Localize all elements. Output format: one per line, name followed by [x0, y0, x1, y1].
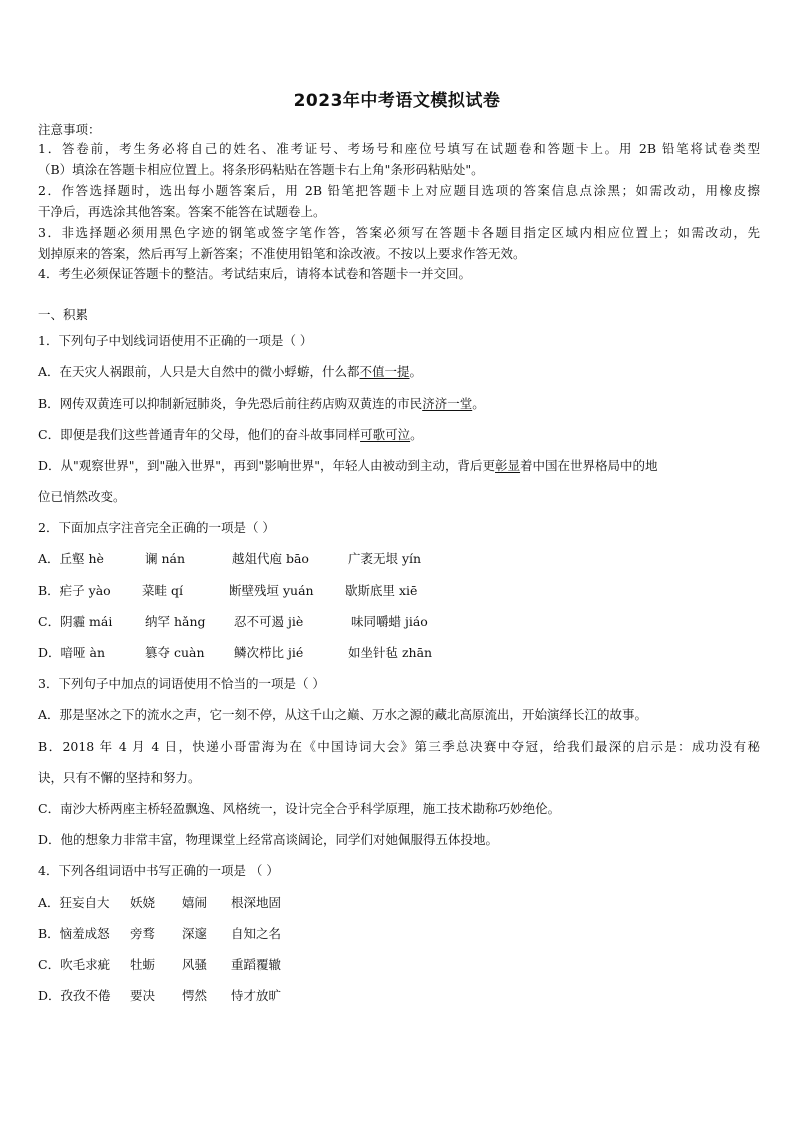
q4-d-item: 愕然	[182, 988, 208, 1003]
option-text: 。	[472, 396, 485, 411]
q3-option-c: C．南沙大桥两座主桥轻盈飘逸、风格统一，设计完全合乎科学原理，施工技术勘称巧妙绝伦。	[38, 801, 561, 816]
notice-line: （B）填涂在答题卡相应位置上。将条形码粘贴在答题卡右上角"条形码粘贴处"。	[38, 162, 484, 177]
q4-a-item: 根深地固	[231, 895, 282, 910]
q3-option-d: D．他的想象力非常丰富，物理课堂上经常高谈阔论，同学们对她佩服得五体投地。	[38, 832, 499, 847]
q1-option-c	[38, 427, 760, 443]
q4-stem: 4．下列各组词语中书写正确的一项是 （ ）	[38, 863, 279, 878]
q4-b-item: 自知之名	[231, 926, 282, 941]
underlined-phrase: 济济一堂	[422, 396, 473, 411]
notice-heading: 注意事项：	[38, 122, 101, 137]
option-text: 着中国在世界格局中的地	[520, 458, 658, 473]
notice-line: 干净后，再选涂其他答案。答案不能答在试题卷上。	[38, 204, 326, 219]
notice-line: 1．答卷前，考生务必将自己的姓名、准考证号、考场号和座位号填写在试题卷和答题卡上。用 2B 铅笔将试卷类型	[38, 141, 760, 156]
q4-a-item: 嬉闹	[182, 895, 208, 910]
notice-line: 2．作答选择题时，选出每小题答案后，用 2B 铅笔把答题卡上对应题目选项的答案信息点涂黑；如需改动，用橡皮擦	[38, 183, 760, 198]
option-text: D．从"观察世界"，到"融入世界"，再到"影响世界"，年轻人由被动到主动，背后更	[38, 458, 496, 473]
q2-a-item: 越俎代庖 bāo	[232, 551, 309, 566]
q1-stem: 1．下列句子中划线词语使用不正确的一项是（ ）	[38, 333, 313, 348]
q2-stem: 2．下面加点字注音完全正确的一项是（ ）	[38, 520, 275, 535]
q1-option-d	[38, 458, 760, 474]
q2-d-item: 鳞次栉比 jié	[234, 645, 304, 660]
q2-a-item: A．丘壑 hè	[38, 551, 104, 566]
q4-d-item: D．孜孜不倦	[38, 988, 111, 1003]
q3-option-b-cont: 诀，只有不懈的坚持和努力。	[38, 770, 201, 785]
q4-b-item: B．恼羞成怒	[38, 926, 110, 941]
q2-d-item: D．喑哑 àn	[38, 645, 105, 660]
q4-b-item: 旁骛	[130, 926, 156, 941]
page-title: 2023年中考语文模拟试卷	[293, 91, 501, 111]
q2-b-item: 歇斯底里 xiē	[345, 583, 418, 598]
q2-c-item: 忍不可遏 jiè	[234, 614, 304, 629]
q3-stem: 3．下列句子中加点的词语使用不恰当的一项是（ ）	[38, 676, 325, 691]
q4-c-item: 重蹈覆辙	[231, 957, 282, 972]
q4-c-item: C．吹毛求疵	[38, 957, 111, 972]
q1-option-a	[38, 364, 760, 380]
q4-d-item: 恃才放旷	[231, 988, 282, 1003]
option-text: C．即便是我们这些普通青年的父母，他们的奋斗故事同样	[38, 427, 361, 442]
q2-a-item: 谰 nán	[145, 551, 186, 566]
section-heading: 一、积累	[38, 307, 89, 322]
underlined-phrase: 不值一提	[359, 364, 410, 379]
q1-option-b	[38, 396, 760, 412]
q2-d-item: 如坐针毡 zhān	[348, 645, 433, 660]
q2-d-item: 篡夺 cuàn	[145, 645, 205, 660]
q2-b-item: 断壁残垣 yuán	[229, 583, 314, 598]
underlined-phrase: 彰显	[495, 458, 521, 473]
option-text: 。	[409, 364, 423, 379]
q3-option-a: A．那是坚冰之下的流水之声，它一刻不停，从这千山之巅、万水之源的藏北高原流出，开始演绎长江的故事。	[38, 707, 648, 722]
q2-c-item: 纳罕 hǎng	[145, 614, 206, 629]
q1-option-d-cont: 位已悄然改变。	[38, 489, 126, 504]
q2-c-item: C．阴霾 mái	[38, 614, 113, 629]
q4-a-item: 妖娆	[130, 895, 156, 910]
notice-line: 3．非选择题必须用黑色字迹的钢笔或签字笔作答，答案必须写在答题卡各题目指定区域内相应位置上；如需改动，先	[38, 225, 760, 240]
q2-a-item: 广袤无垠 yín	[348, 551, 422, 566]
q4-c-item: 牡蛎	[130, 957, 156, 972]
notice-line: 划掉原来的答案，然后再写上新答案；不准使用铅笔和涂改液。不按以上要求作答无效。	[38, 246, 526, 261]
option-text: A．在天灾人祸跟前，人只是大自然中的微小蜉蝣，什么都	[38, 364, 360, 379]
q2-b-item: B．疟子 yào	[38, 583, 111, 598]
option-text: B．网传双黄连可以抑制新冠肺炎，争先恐后前往药店购双黄连的市民	[38, 396, 423, 411]
q2-c-item: 味同嚼蜡 jiáo	[351, 614, 428, 629]
q3-option-b: B．2018 年 4 月 4 日，快递小哥雷海为在《中国诗词大会》第三季总决赛中夺冠，给我们最深的启示是：成功没有秘	[38, 739, 760, 754]
q4-b-item: 深邃	[182, 926, 208, 941]
q4-c-item: 风骚	[182, 957, 208, 972]
option-text: 。	[410, 427, 423, 442]
q2-b-item: 菜畦 qí	[142, 583, 183, 598]
notice-line: 4．考生必须保证答题卡的整洁。考试结束后，请将本试卷和答题卡一并交回。	[38, 266, 471, 281]
q4-d-item: 要决	[130, 988, 156, 1003]
underlined-phrase: 可歌可泣	[360, 427, 411, 442]
q4-a-item: A．狂妄自大	[38, 895, 110, 910]
